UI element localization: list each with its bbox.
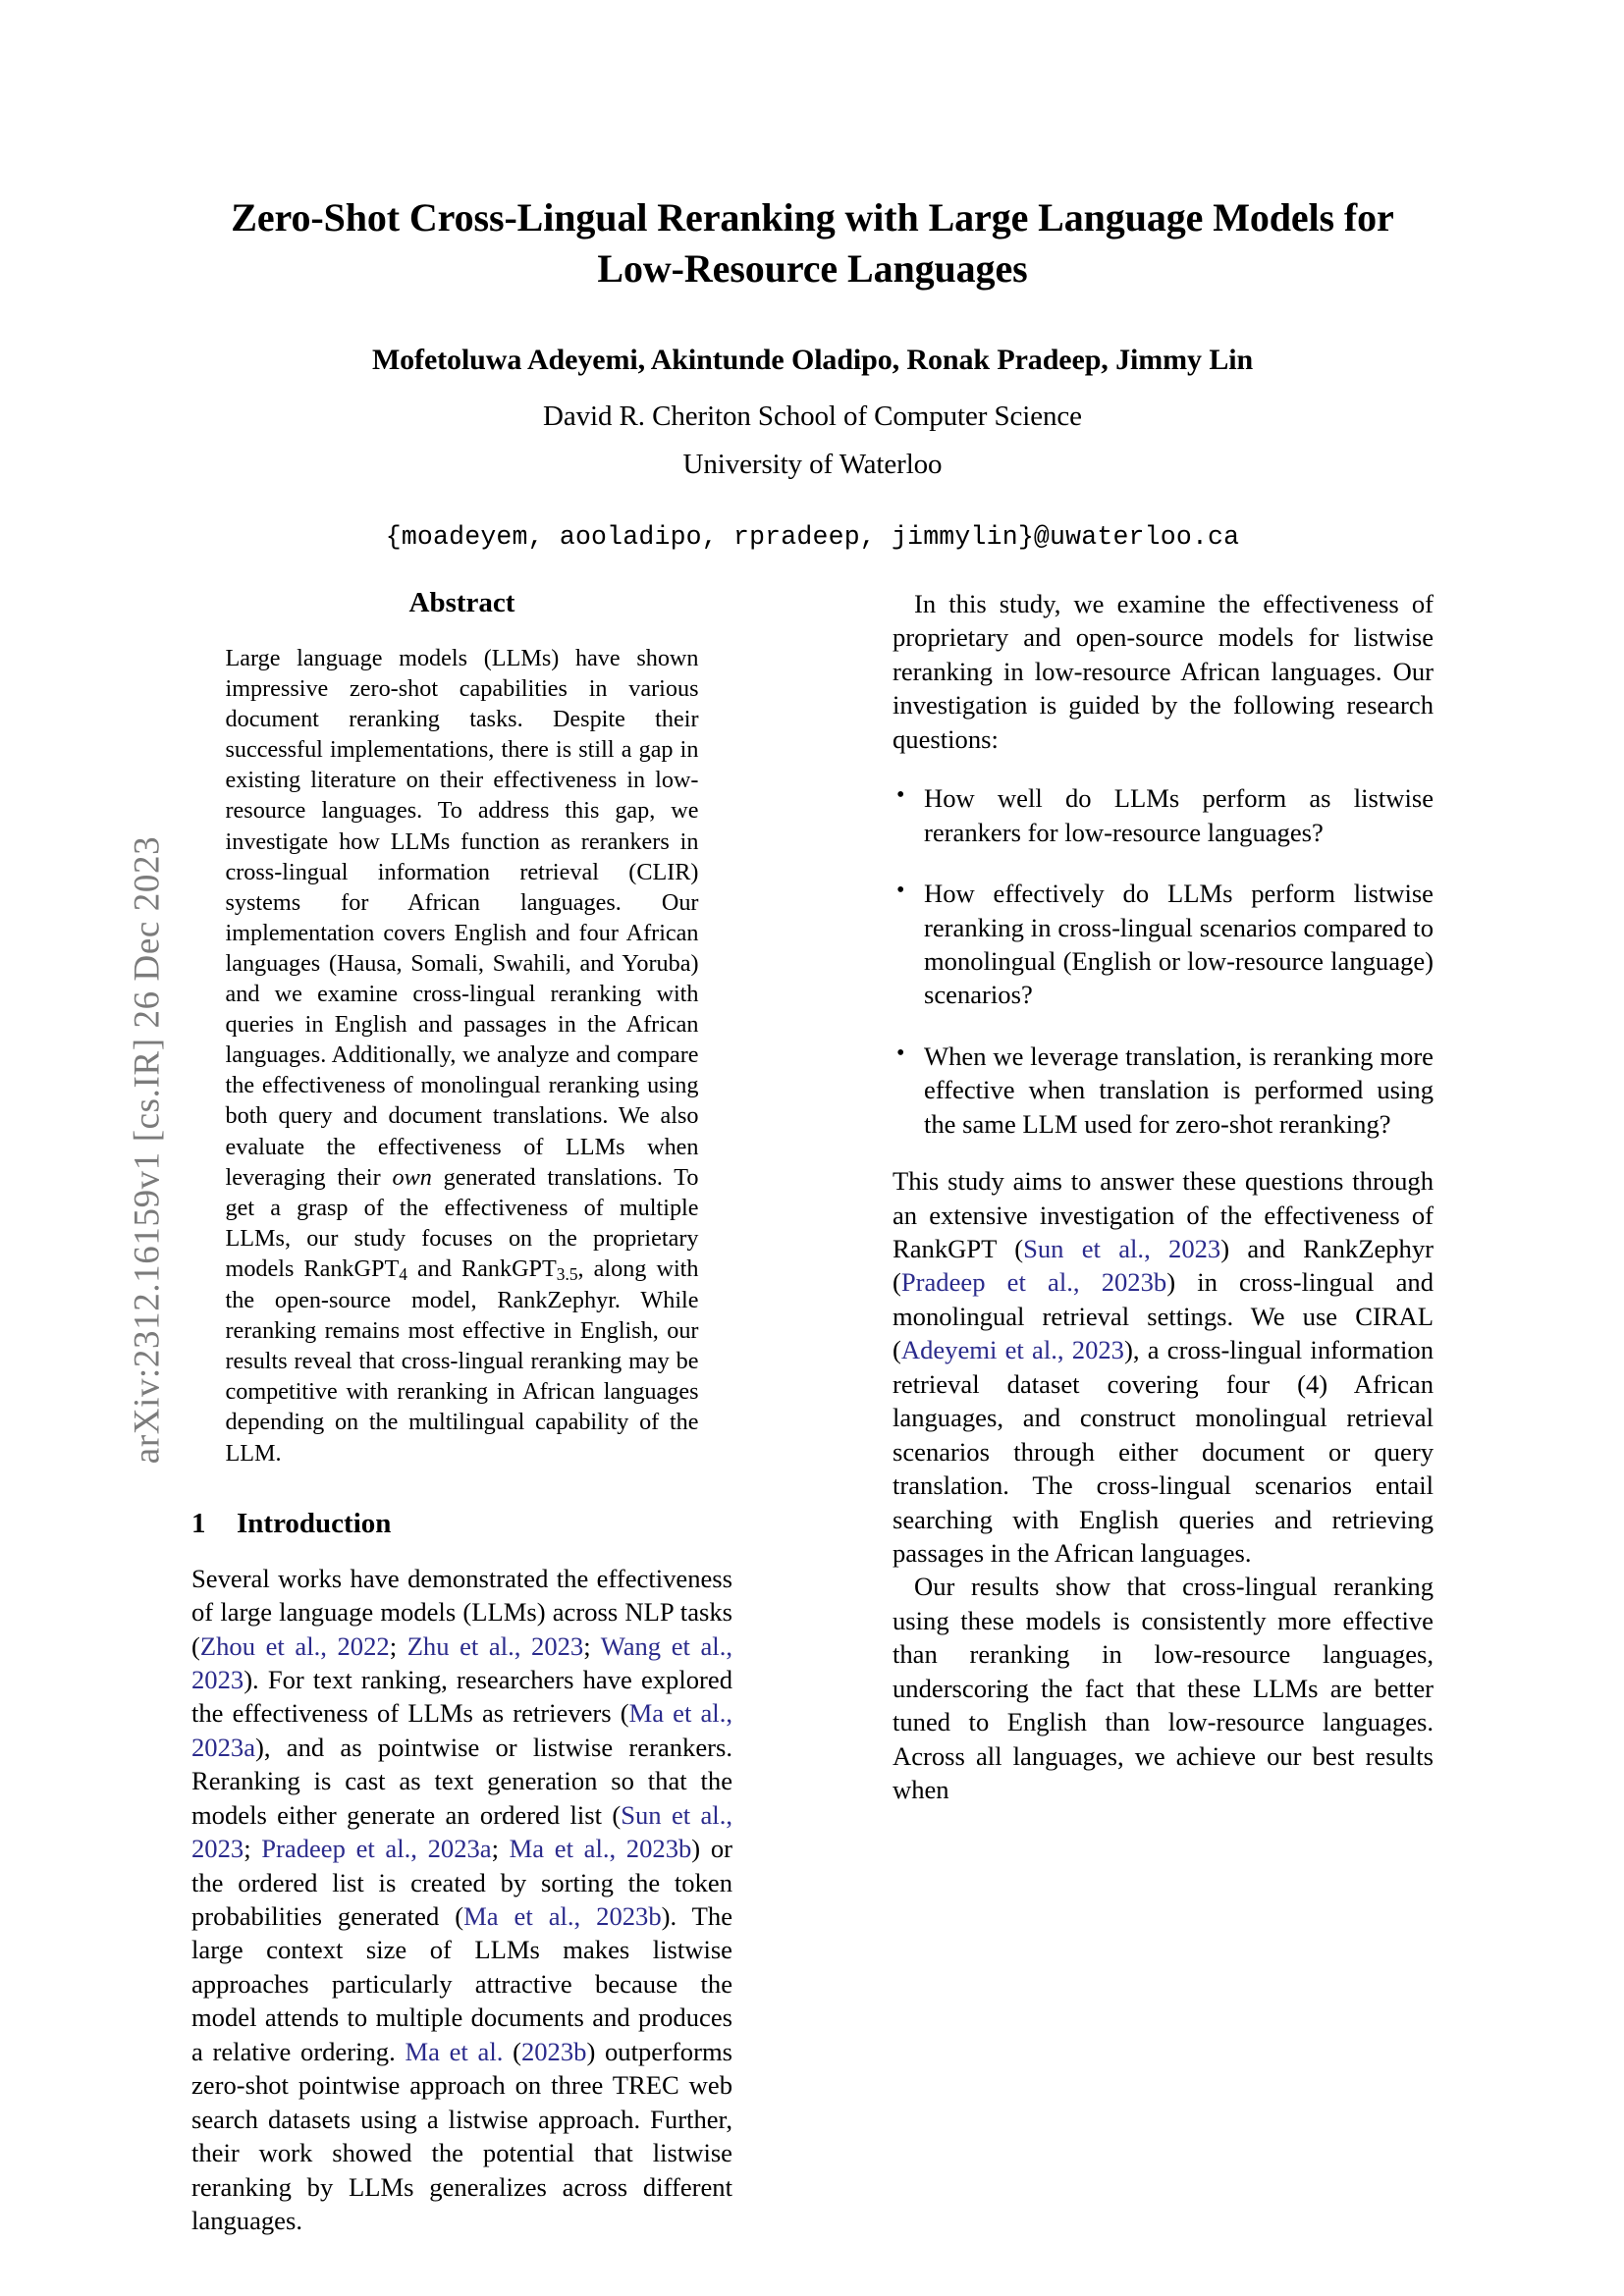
abstract-seg-2: generated translations. To get a grasp of the effectiveness of multiple LLMs, our study focuses on the proprietary models — [225, 1163, 699, 1282]
research-question-1: How well do LLMs perform as listwise rerankers for low-resource languages? — [924, 783, 1434, 847]
research-question-3: When we leverage translation, is reranking more effective when translation is performed using the same LLM used for zero-shot reranking? — [924, 1041, 1434, 1139]
citation-ma-2023a[interactable]: Ma et al., 2023a — [191, 1698, 732, 1762]
citation-zhou-2022[interactable]: Zhou et al., 2022 — [199, 1630, 390, 1661]
citation-pradeep-2023b[interactable]: Pradeep et al., 2023b — [900, 1267, 1167, 1298]
column-right — [893, 587, 1434, 2275]
bullet-icon: • — [896, 782, 905, 809]
abstract-model-rankgpt35: RankGPT — [461, 1255, 557, 1282]
abstract-model-rankgpt35-sub: 3.5 — [556, 1263, 578, 1284]
abstract-model-rankgpt4: RankGPT — [303, 1255, 400, 1282]
section-title: Introduction — [237, 1507, 392, 1539]
research-question-2: How effectively do LLMs perform listwise reranking in cross-lingual scenarios compared to monolingual (English or low-resource language) scenarios? — [924, 879, 1434, 1010]
p3-d: ), a cross-lingual information retrieval dataset covering four (4) African languages, and construct monolingual retrieval scenarios through either document or query translation. The cross-lingual scenarios entail searching with English queries and retrieving passages in the African languages. — [893, 1335, 1434, 1568]
abstract-model-rankgpt4-sub: 4 — [399, 1263, 407, 1284]
citation-pradeep-2023a[interactable]: Pradeep et al., 2023a — [261, 1834, 492, 1864]
p3-a: This study aims to answer these questions through an extensive investigation of the effectiveness of RankGPT ( — [893, 1166, 1434, 1263]
abstract-italic-own: own — [392, 1163, 432, 1191]
p3-b: ) and RankZephyr ( — [893, 1234, 1435, 1298]
p3-c: ) in cross-lingual and monolingual retrieval settings. We use CIRAL ( — [893, 1267, 1434, 1365]
citation-ma-2023b-1[interactable]: Ma et al., 2023b — [509, 1834, 692, 1864]
intro-paragraph-3 — [893, 1164, 1434, 1570]
citation-adeyemi-2023[interactable]: Adeyemi et al., 2023 — [900, 1335, 1124, 1365]
abstract-seg-4: , along with the open-source model, RankZephyr. While reranking remains most effective in English, our results reveal that cross-lingual reranking may be competitive with reranking in African languages depending on the multilingual capability of the LLM. — [225, 1255, 699, 1467]
list-item — [893, 1040, 1434, 1141]
list-item — [893, 781, 1434, 849]
citation-2023b-year[interactable]: 2023b — [520, 2036, 587, 2066]
research-questions-list — [893, 781, 1434, 1141]
bullet-icon: • — [896, 878, 905, 904]
arxiv-stamp-text: arXiv:2312.16159v1 [cs.IR] 26 Dec 2023 — [127, 835, 168, 1465]
column-left — [191, 587, 732, 2275]
intro-paragraph-1: Several works have demonstrated the effectiveness of large language models (LLMs) across NLP tasks (Zhou et al., 2022; Zhu et al., 2023; Wang et al., 2023). For text ranking, researchers have explored the effectiveness of LLMs as retrievers (Ma et al., 2023a), and as pointwise or listwise rerankers. Reranking is cast as text generation so that the models either generate an ordered list (Sun et al., 2023; Pradeep et al., 2023a; Ma et al., 2023b) or the ordered list is created by sorting the token probabilities generated (Ma et al., 2023b). The large context size of LLMs makes listwise approaches particularly attractive because the model attends to multiple documents and produces a relative ordering. Ma et al. (2023b) outperforms zero-shot pointwise approach on three TREC web search datasets using a listwise approach. Further, their work showed the potential that listwise reranking by LLMs generalizes across different languages. — [191, 1563, 732, 2235]
intro-paragraph-4: Our results show that cross-lingual reranking using these models is consistently more effective than reranking in low-resource languages, underscoring the fact that these LLMs are better tuned to English than low-resource languages. Across all languages, we achieve our best results when — [893, 1572, 1434, 1804]
section-number: 1 — [191, 1507, 206, 1539]
affiliation-school: David R. Cheriton School of Computer Science — [543, 400, 1082, 432]
body-columns — [191, 587, 1434, 2275]
citation-ma-2023b-2[interactable]: Ma et al., 2023b — [463, 1901, 662, 1932]
bullet-icon: • — [896, 1040, 905, 1066]
citation-zhu-2023[interactable]: Zhu et al., 2023 — [406, 1630, 584, 1661]
citation-wang-2023[interactable]: Wang et al., 2023 — [191, 1630, 732, 1694]
abstract-seg-3: and — [406, 1255, 462, 1282]
abstract-text — [226, 643, 699, 1468]
abstract-heading: Abstract — [408, 587, 515, 618]
section-heading-introduction — [191, 1508, 732, 1540]
author-list: Mofetoluwa Adeyemi, Akintunde Oladipo, Ronak Pradeep, Jimmy Lin — [371, 344, 1254, 376]
citation-sun-2023-rankgpt[interactable]: Sun et al., 2023 — [1023, 1234, 1221, 1263]
citation-sun-2023[interactable]: Sun et al., 2023 — [191, 1799, 732, 1864]
front-matter — [191, 192, 1434, 552]
page-title: Zero-Shot Cross-Lingual Reranking with Large Language Models for Low-Resource Languages — [231, 195, 1394, 291]
affiliation-university: University of Waterloo — [682, 449, 943, 480]
intro-paragraph-2: In this study, we examine the effectiveness of proprietary and open-source models for listwise reranking in low-resource African languages. Our investigation is guided by the following research questions: — [893, 589, 1434, 754]
citation-ma-etal-inline[interactable]: Ma et al. — [405, 2036, 504, 2066]
author-emails: {moadeyem, aooladipo, rpradeep, jimmylin}@uwaterloo.ca — [385, 522, 1240, 552]
list-item — [893, 877, 1434, 1012]
abstract-block — [226, 587, 699, 1468]
abstract-seg-1: Large language models (LLMs) have shown impressive zero-shot capabilities in various document reranking tasks. Despite their successful implementations, there is still a gap in existing literature on their effectiveness in low-resource languages. To address this gap, we investigate how LLMs function as rerankers in cross-lingual information retrieval (CLIR) systems for African languages. Our implementation covers English and four African languages (Hausa, Somali, Swahili, and Yoruba) and we examine cross-lingual reranking with queries in English and passages in the African languages. Additionally, we analyze and compare the effectiveness of monolingual reranking using both query and document translations. We also evaluate the effectiveness of LLMs when leveraging their — [225, 645, 699, 1191]
arxiv-stamp — [0, 0, 168, 2296]
